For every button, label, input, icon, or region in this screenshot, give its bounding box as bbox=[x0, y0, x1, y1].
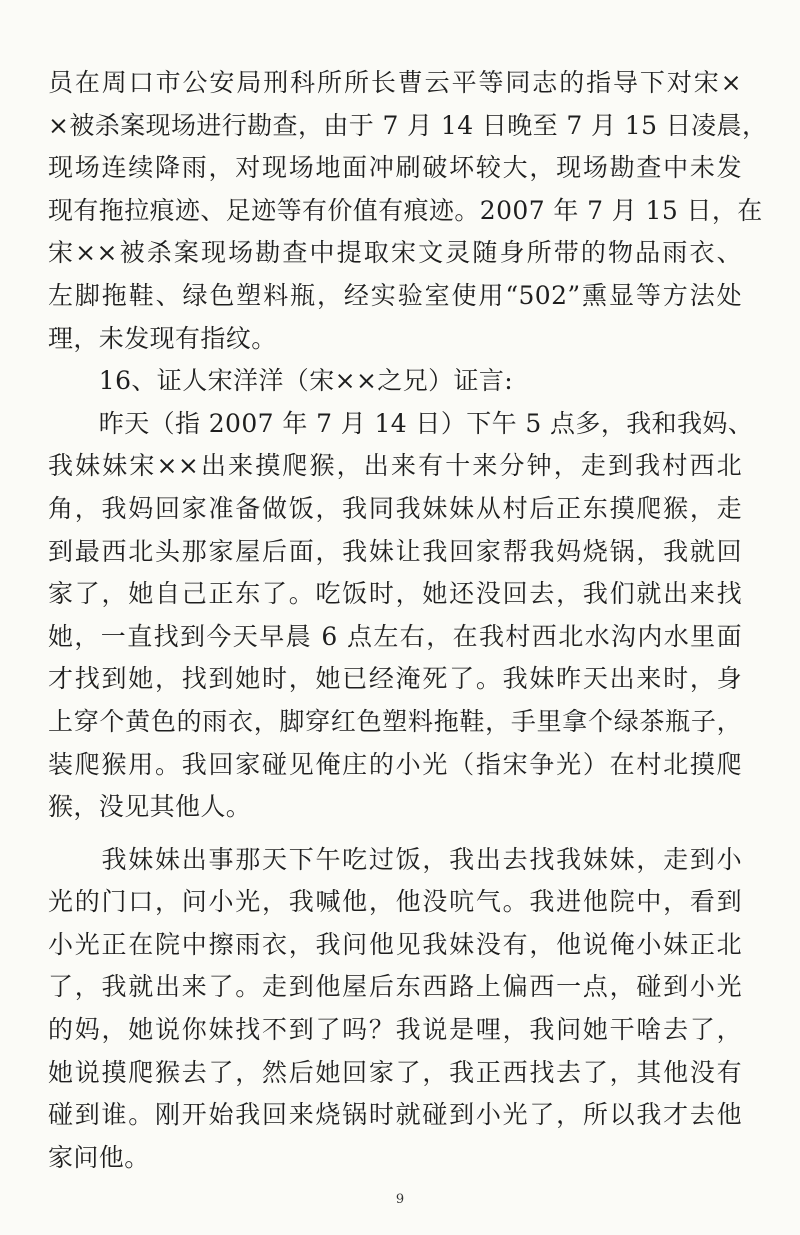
text-line: 我妹妹出事那天下午吃过饭，我出去找我妹妹，走到小 bbox=[48, 844, 742, 874]
text-line: 装爬猴用。我回家碰见俺庄的小光（指宋争光）在村北摸爬 bbox=[48, 749, 742, 779]
section-heading: 16、证人宋洋洋（宋××之兄）证言: bbox=[48, 366, 514, 396]
text-line: 的妈，她说你妹找不到了吗？我说是哩，我问她干啥去了， bbox=[48, 1015, 742, 1045]
text-line: 左脚拖鞋、绿色塑料瓶，经实验室使用“502”熏显等方法处 bbox=[48, 280, 742, 310]
paragraph-gap bbox=[48, 829, 742, 839]
document-body bbox=[48, 62, 768, 1179]
text-line: 猴，没见其他人。 bbox=[48, 792, 252, 822]
text-line: 小光正在院中擦雨衣，我问他见我妹没有，他说俺小妹正北 bbox=[48, 929, 742, 959]
text-line: 光的门口，问小光，我喊他，他没吭气。我进他院中，看到 bbox=[48, 887, 742, 917]
text-line: 她说摸爬猴去了，然后她回家了，我正西找去了，其他没有 bbox=[48, 1057, 742, 1087]
text-line: 员在周口市公安局刑科所所长曹云平等同志的指导下对宋× bbox=[48, 68, 742, 97]
text-line: 家问他。 bbox=[48, 1142, 150, 1172]
text-line: 碰到谁。刚开始我回来烧锅时就碰到小光了，所以我才去他 bbox=[48, 1100, 742, 1130]
text-line: 家了，她自己正东了。吃饭时，她还没回去，我们就出来找 bbox=[48, 579, 742, 609]
text-line: 昨天（指 2007 年 7 月 14 日）下午 5 点多，我和我妈、 bbox=[48, 408, 754, 438]
text-line: ×被杀案现场进行勘查，由于 7 月 14 日晚至 7 月 15 日凌晨， bbox=[48, 110, 768, 140]
text-line: 了，我就出来了。走到他屋后东西路上偏西一点，碰到小光 bbox=[48, 972, 742, 1002]
text-line: 她，一直找到今天早晨 6 点左右，在我村西北水沟内水里面 bbox=[48, 621, 742, 651]
page-number: 9 bbox=[395, 1192, 405, 1207]
text-line: 到最西北头那家屋后面，我妹让我回家帮我妈烧锅，我就回 bbox=[48, 536, 742, 566]
text-line: 宋××被杀案现场勘查中提取宋文灵随身所带的物品雨衣、 bbox=[48, 238, 742, 268]
text-line: 我妹妹宋××出来摸爬猴，出来有十来分钟，走到我村西北 bbox=[48, 451, 742, 481]
text-line: 上穿个黄色的雨衣，脚穿红色塑料拖鞋，手里拿个绿茶瓶子， bbox=[48, 706, 742, 736]
text-line: 现场连续降雨，对现场地面冲刷破坏较大，现场勘查中未发 bbox=[48, 153, 742, 183]
text-line: 角，我妈回家准备做饭，我同我妹妹从村后正东摸爬猴，走 bbox=[48, 493, 742, 523]
text-line: 现有拖拉痕迹、足迹等有价值有痕迹。2007 年 7 月 15 日，在 bbox=[48, 195, 763, 225]
text-line: 才找到她，找到她时，她已经淹死了。我妹昨天出来时，身 bbox=[48, 664, 742, 694]
text-line: 理，未发现有指纹。 bbox=[48, 323, 277, 353]
